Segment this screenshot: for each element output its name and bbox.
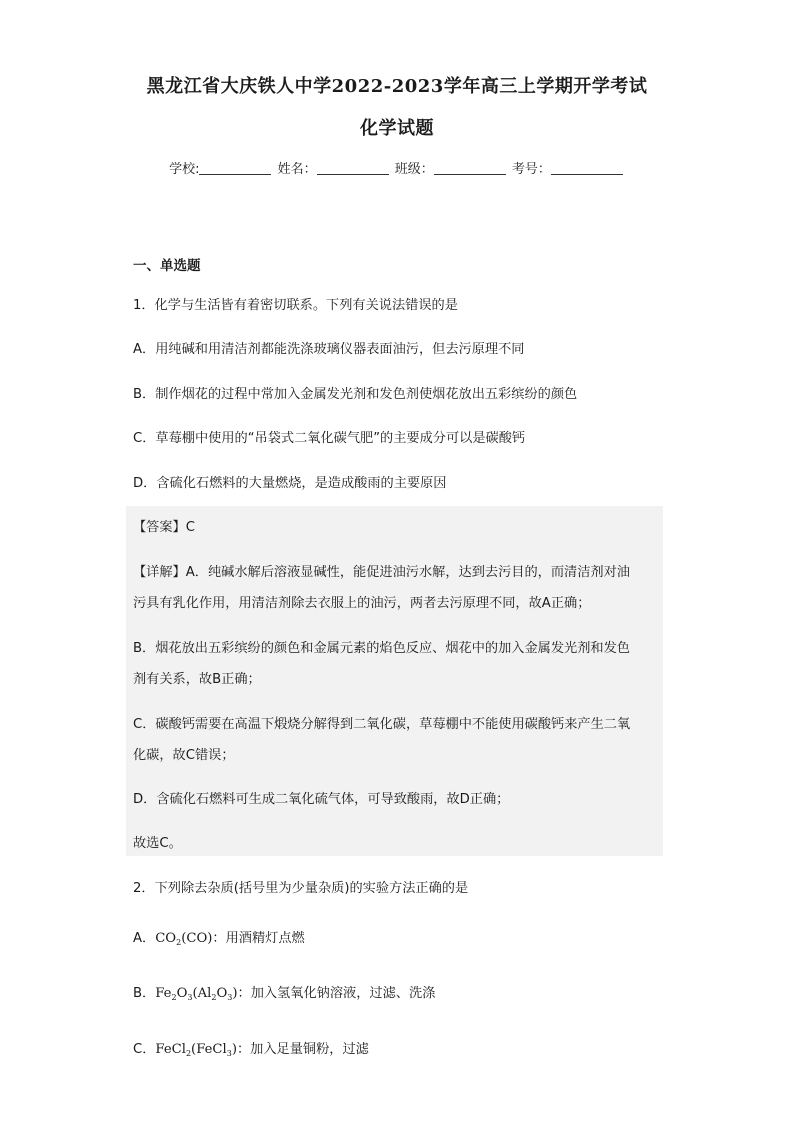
q1-conclusion: 故选C。 [133,836,182,851]
q2-option-b-label: B． [133,986,156,1001]
formula-part: O [176,986,188,1001]
q1-stem: 1．化学与生活皆有着密切联系。下列有关说法错误的是 [133,298,458,313]
school-label: 学校: [169,162,200,177]
q2-option-b-formula [155,986,237,1001]
q1-option-b: B．制作烟花的过程中常加入金属发光剂和发色剂使烟花放出五彩缤纷的颜色 [133,387,578,402]
student-info-row [0,158,794,177]
exam-no-label: 考号： [511,162,551,177]
q2-option-a-label: A． [133,931,156,946]
q2-option-c-formula [155,1042,237,1057]
formula-part: FeCl [155,1042,186,1057]
q1-answer: 【答案】C [133,520,195,535]
subscript: 2 [171,993,177,1002]
formula-part: ) [232,986,238,1001]
subscript: 2 [176,938,182,947]
q2-option-c-text: ：加入足量铜粉，过滤 [236,1042,369,1057]
q2-option-a [133,927,663,947]
name-label: 姓名： [277,162,317,177]
q2-option-c [133,1038,663,1058]
q2-option-a-formula [155,931,212,946]
q2-option-a-text: ：用酒精灯点燃 [212,931,305,946]
q2-option-c-label: C． [133,1042,156,1057]
q1-analysis-line: B．烟花放出五彩缤纷的颜色和金属元素的焰色反应、烟花中的加入金属发光剂和发色 [133,641,630,656]
q1-analysis-line: D．含硫化石燃料可生成二氧化硫气体，可导致酸雨，故D正确； [133,792,510,807]
q1-analysis-line: 剂有关系，故B正确； [133,672,261,687]
subscript: 3 [187,993,193,1002]
formula-part: (FeCl [191,1042,227,1057]
q2-option-b [133,982,663,1002]
name-blank[interactable] [317,160,389,175]
q1-option-a: A．用纯碱和用清洁剂都能洗涤玻璃仪器表面油污，但去污原理不同 [133,342,525,357]
q1-option-c: C．草莓棚中使用的“吊袋式二氧化碳气肥”的主要成分可以是碳酸钙 [133,431,526,446]
q1-analysis-line: 污具有乳化作用，用清洁剂除去衣服上的油污，两者去污原理不同，故A正确； [133,596,591,611]
formula-part: (Al [192,986,212,1001]
formula-part: CO [155,931,177,946]
formula-part: (CO) [181,931,213,946]
q2-stem: 2．下列除去杂质(括号里为少量杂质)的实验方法正确的是 [133,881,469,896]
subscript: 2 [211,993,217,1002]
q1-analysis-line: 化碳，故C错误； [133,748,235,763]
school-blank[interactable] [199,160,271,175]
exam-no-blank[interactable] [551,160,623,175]
subscript: 2 [185,1049,192,1058]
formula-part: O [216,986,228,1001]
q1-analysis-line: C．碳酸钙需要在高温下煅烧分解得到二氧化碳，草莓棚中不能使用碳酸钙来产生二氧 [133,717,631,732]
q2-option-b-text: ：加入氢氧化钠溶液，过滤、洗涤 [237,986,436,1001]
formula-part: ) [231,1042,237,1057]
exam-subtitle: 化学试题 [360,118,434,139]
class-blank[interactable] [434,160,506,175]
subscript: 3 [227,993,233,1002]
q1-analysis-line: 【详解】A．纯碱水解后溶液显碱性，能促进油污水解，达到去污目的，而清洁剂对油 [133,565,630,580]
subscript: 3 [226,1049,232,1058]
q1-option-d: D．含硫化石燃料的大量燃烧，是造成酸雨的主要原因 [133,476,447,491]
formula-part: Fe [155,986,172,1001]
exam-title: 黑龙江省大庆铁人中学2022-2023学年高三上学期开学考试 [146,76,648,97]
class-label: 班级： [394,162,434,177]
section-heading: 一、单选题 [133,258,201,274]
